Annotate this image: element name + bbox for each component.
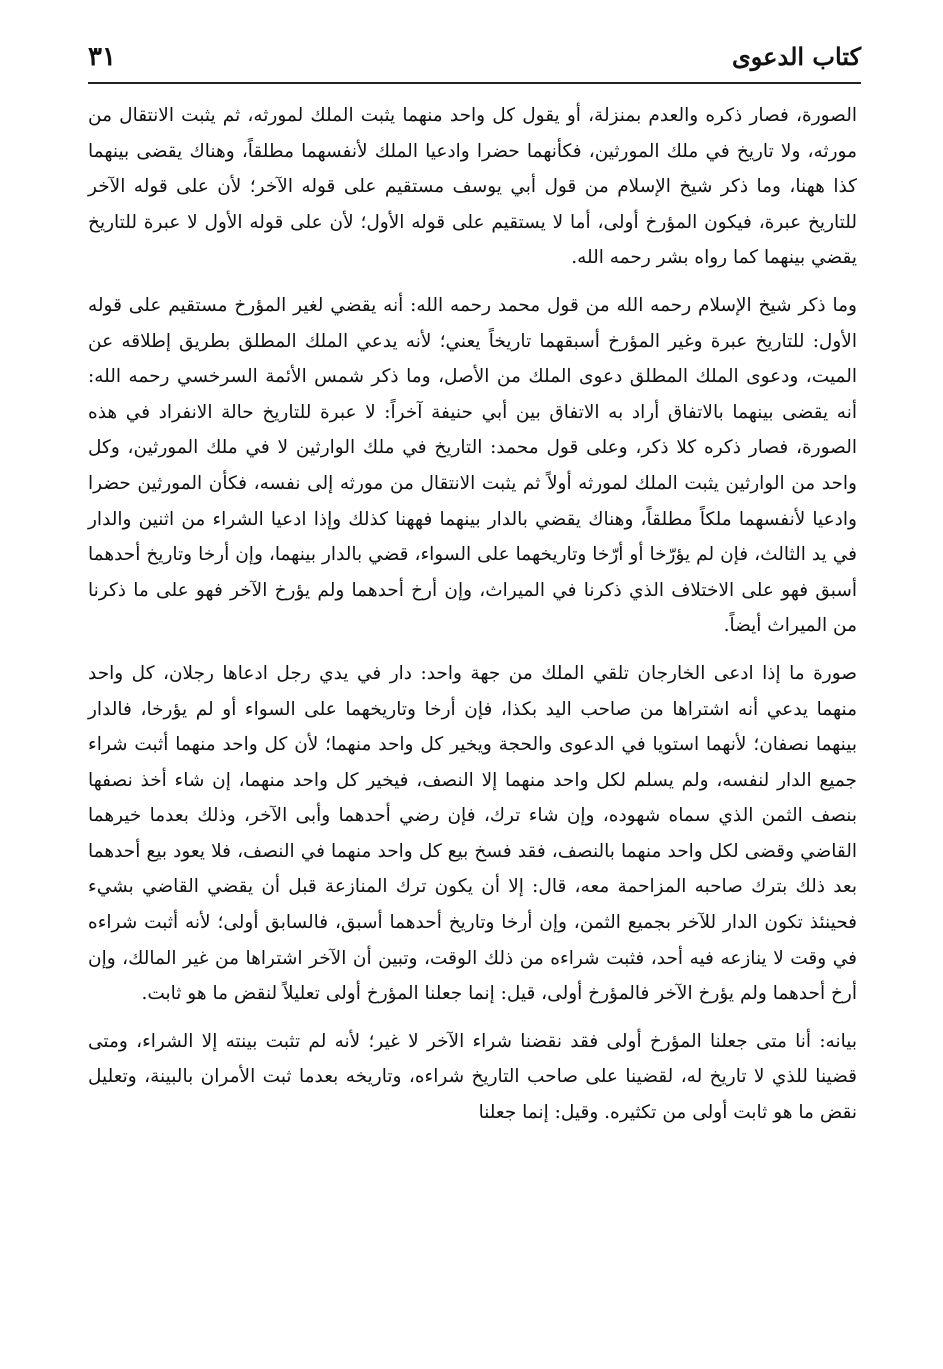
body-text (88, 98, 857, 1143)
paragraph: الصورة، فصار ذكره والعدم بمنزلة، أو يقول كل واحد منهما يثبت الملك لمورثه، ثم يثبت الانتقال من مورثه، ولا تاريخ في ملك المورثين، فكأنهما حضرا وادعيا الملك لأنفسهما مطلقاً، وهناك يقضى بينهما كذا ههنا، وما ذكر شيخ الإسلام من قول أبي يوسف مستقيم على قوله الآخر؛ لأن على قوله الآخر للتاريخ عبرة، فيكون المؤرخ أولى، أما لا يستقيم على قوله الأول؛ لأن على قوله الأول لا عبرة للتاريخ يقضي بينهما كما رواه بشر رحمه الله. (88, 105, 857, 269)
paragraph: بيانه: أنا متى جعلنا المؤرخ أولى فقد نقضنا شراء الآخر لا غير؛ لأنه لم تثبت بينته إلا الشراء، ومتى قضينا للذي لا تاريخ له، لقضينا على صاحب التاريخ شراءه، وتاريخه بعدما ثبت الأمران بالبينة، وتعليل نقض ما هو ثابت أولى من تكثيره. وقيل: إنما جعلنا (88, 1030, 857, 1124)
page-number: ٣١ (88, 42, 116, 72)
book-title: كتاب الدعوى (731, 42, 861, 71)
paragraph: صورة ما إذا ادعى الخارجان تلقي الملك من جهة واحد: دار في يدي رجل ادعاها رجلان، كل واحد منهما يدعي أنه اشتراها من صاحب اليد بكذا، فإن أرخا وتاريخهما على السواء أو لم يؤرخا، فالدار بينهما نصفان؛ لأنهما استويا في الدعوى والحجة ويخير كل واحد منهما؛ لأن كل واحد منهما أثبت شراء جميع الدار لنفسه، ولم يسلم لكل واحد منهما إلا النصف، فيخير كل واحد منهما، إن شاء أخذ نصفها بنصف الثمن الذي سماه شهوده، وإن شاء ترك، فإن رضي أحدهما وأبى الآخر، وذلك بعدما خيرهما القاضي وقضى لكل واحد منهما بالنصف، فقد فسخ بيع كل واحد منهما في النصف، فلا يعود بيع أحدهما بعد ذلك بترك صاحبه المزاحمة معه، قال: إلا أن يكون ترك المنازعة قبل أن يقضي القاضي بشيء فحينئذ تكون الدار للآخر بجميع الثمن، وإن أرخا وتاريخ أحدهما أسبق، فالسابق أولى؛ لأنه أثبت شراءه في وقت لا ينازعه فيه أحد، فثبت شراءه من ذلك الوقت، وتبين أن الآخر اشتراها من غير المالك، وإن أرخ أحدهما ولم يؤرخ الآخر فالمؤرخ أولى، قيل: إنما جعلنا المؤرخ أولى تعليلاً لنقض ما هو ثابت. (88, 662, 857, 1005)
running-head (88, 36, 861, 78)
paragraph: وما ذكر شيخ الإسلام رحمه الله من قول محمد رحمه الله: أنه يقضي لغير المؤرخ مستقيم على قوله الأول: للتاريخ عبرة وغير المؤرخ أسبقهما تاريخاً يعني؛ لأنه يدعي الملك المطلق بطريق إطلاقه عن الميت، ودعوى الملك المطلق دعوى الملك من الأصل، وما ذكر شمس الأئمة السرخسي رحمه الله: أنه يقضى بينهما بالاتفاق أراد به الاتفاق بين أبي حنيفة آخراً: لا عبرة للتاريخ حالة الانفراد في هذه الصورة، فصار ذكره كلا ذكر، وعلى قول محمد: التاريخ في ملك الوارثين لا في ملك المورثين، وكل واحد من الوارثين يثبت الملك لمورثه أولاً ثم يثبت الانتقال من مورثه إلى نفسه، فكأن المورثين حضرا وادعيا لأنفسهما ملكاً مطلقاً، وهناك يقضي بالدار بينهما فههنا كذلك وإذا ادعيا الشراء من اثنين والدار في يد الثالث، فإن لم يؤرّخا أو أرّخا وتاريخهما على السواء، قضي بالدار بينهما، وإن أرخا وتاريخ أحدهما أسبق فهو على الاختلاف الذي ذكرنا في الميراث، وإن أرخ أحدهما ولم يؤرخ الآخر فهو على ما ذكرنا من الميراث أيضاً. (88, 294, 857, 637)
header-rule (88, 82, 861, 84)
